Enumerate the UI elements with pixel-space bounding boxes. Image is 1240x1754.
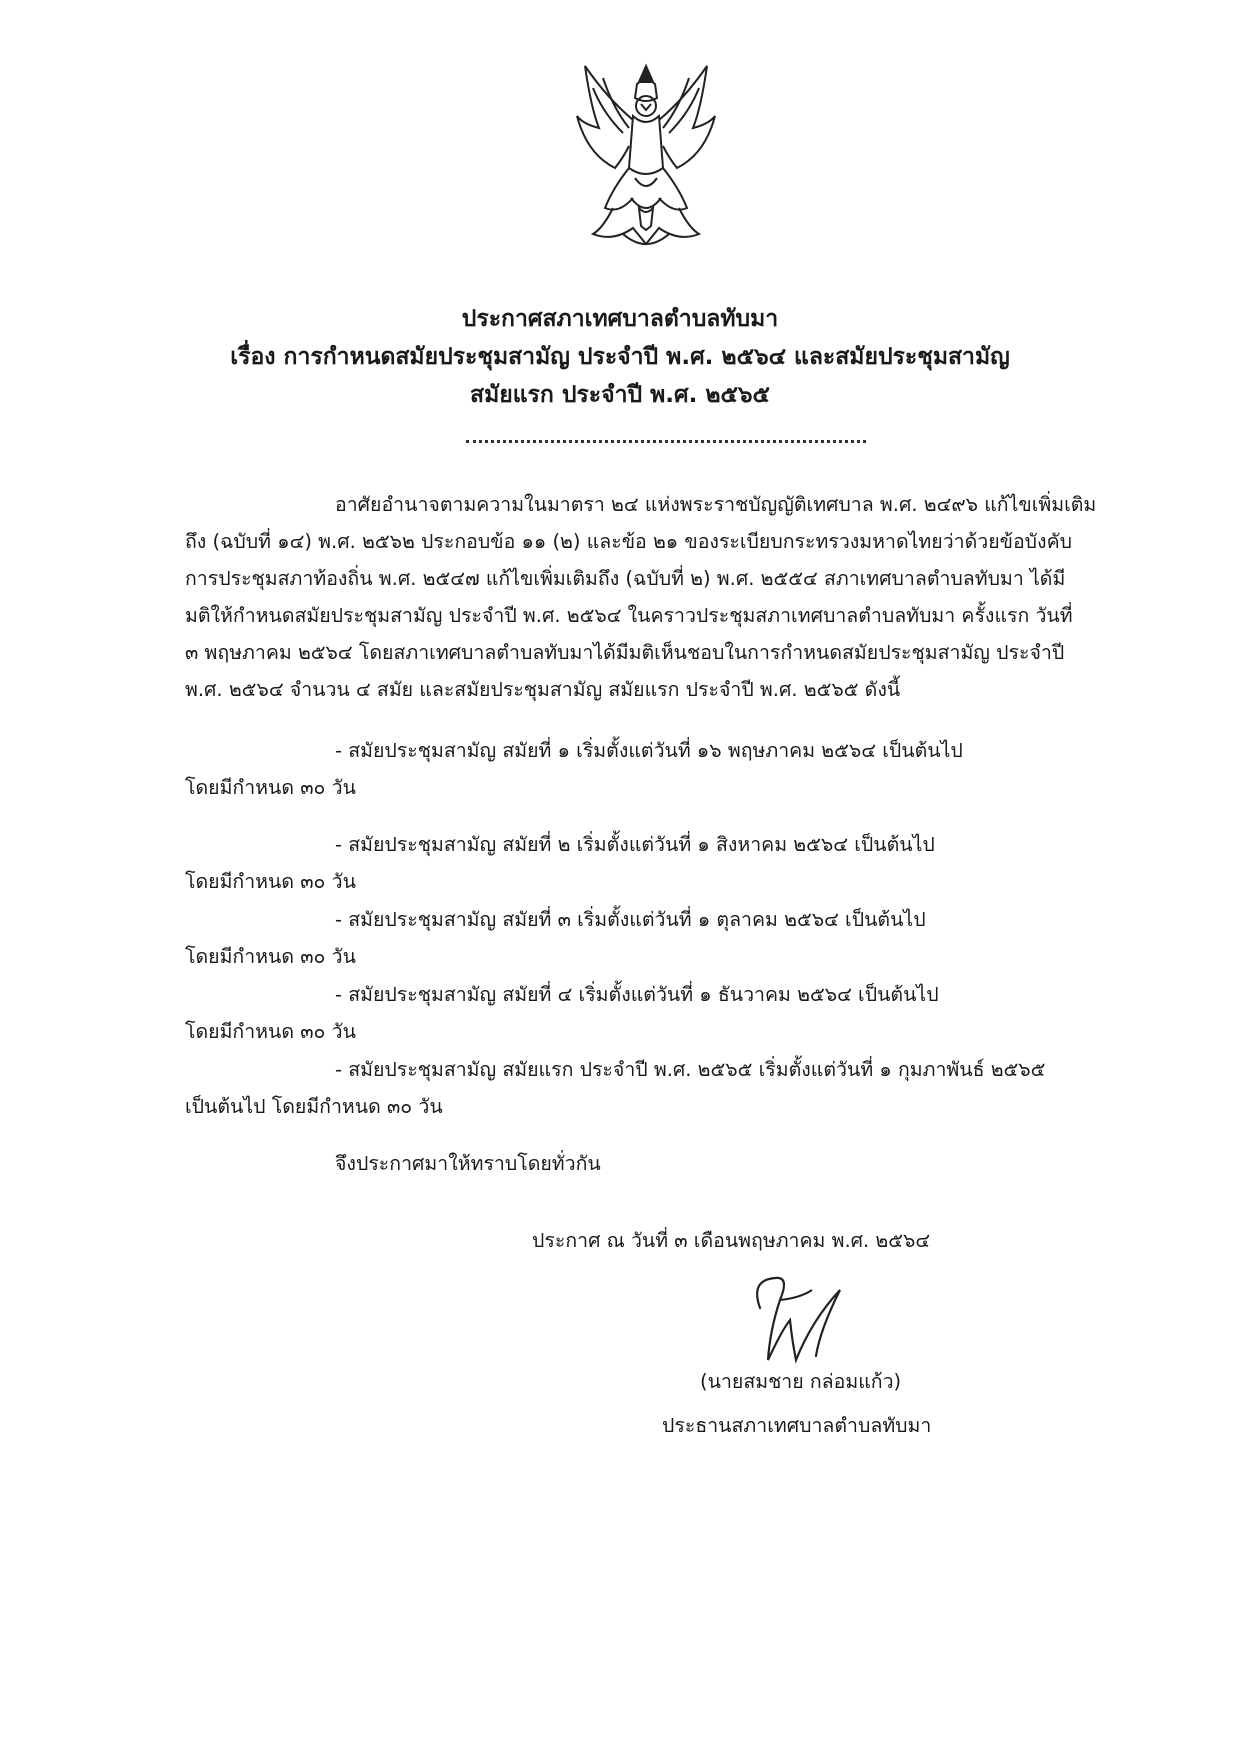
- subject-line-2: สมัยแรก ประจำปี พ.ศ. ๒๕๖๕: [470, 382, 770, 408]
- session-duration: โดยมีกำหนด ๓๐ วัน: [185, 945, 356, 968]
- session-item: [185, 901, 1150, 975]
- subject-line-1: เรื่อง การกำหนดสมัยประชุมสามัญ ประจำปี พ.ศ. ๒๕๖๔ และสมัยประชุมสามัญ: [230, 344, 1010, 370]
- session-item: [185, 976, 1150, 1050]
- session-line: - สมัยประชุมสามัญ สมัยที่ ๓ เริ่มตั้งแต่วันที่ ๑ ตุลาคม ๒๕๖๔ เป็นต้นไป: [335, 908, 926, 931]
- signatory-position: ประธานสภาเทศบาลตำบลทับมา: [662, 1414, 932, 1437]
- announcement-heading: [150, 300, 1090, 414]
- body-paragraph: [185, 486, 1150, 708]
- session-line: - สมัยประชุมสามัญ สมัยที่ ๑ เริ่มตั้งแต่วันที่ ๑๖ พฤษภาคม ๒๕๖๔ เป็นต้นไป: [335, 739, 963, 762]
- closing-statement: จึงประกาศมาให้ทราบโดยทั่วกัน: [335, 1152, 601, 1175]
- announcement-date: ประกาศ ณ วันที่ ๓ เดือนพฤษภาคม พ.ศ. ๒๕๖๔: [532, 1229, 931, 1252]
- session-line: - สมัยประชุมสามัญ สมัยที่ ๒ เริ่มตั้งแต่วันที่ ๑ สิงหาคม ๒๕๖๔ เป็นต้นไป: [335, 833, 935, 856]
- session-item: [185, 732, 1150, 806]
- session-duration: เป็นต้นไป โดยมีกำหนด ๓๐ วัน: [185, 1095, 443, 1118]
- body-line: การประชุมสภาท้องถิ่น พ.ศ. ๒๕๔๗ แก้ไขเพิ่มเติมถึง (ฉบับที่ ๒) พ.ศ. ๒๕๕๔ สภาเทศบาลตำบลทับมา ได้มี: [185, 567, 1066, 590]
- body-line: อาศัยอำนาจตามความในมาตรา ๒๔ แห่งพระราชบัญญัติเทศบาล พ.ศ. ๒๔๙๖ แก้ไขเพิ่มเติม: [335, 493, 1097, 516]
- session-duration: โดยมีกำหนด ๓๐ วัน: [185, 776, 356, 799]
- body-line: ถึง (ฉบับที่ ๑๔) พ.ศ. ๒๕๖๒ ประกอบข้อ ๑๑ (๒) และข้อ ๒๑ ของระเบียบกระทรวงมหาดไทยว่าด้วยข้อบังคับ: [185, 530, 1073, 553]
- body-line: พ.ศ. ๒๕๖๔ จำนวน ๔ สมัย และสมัยประชุมสามัญ สมัยแรก ประจำปี พ.ศ. ๒๕๖๕ ดังนี้: [185, 678, 901, 701]
- session-line: - สมัยประชุมสามัญ สมัยที่ ๔ เริ่มตั้งแต่วันที่ ๑ ธันวาคม ๒๕๖๔ เป็นต้นไป: [335, 983, 939, 1006]
- session-duration: โดยมีกำหนด ๓๐ วัน: [185, 870, 356, 893]
- session-line: - สมัยประชุมสามัญ สมัยแรก ประจำปี พ.ศ. ๒๕๖๕ เริ่มตั้งแต่วันที่ ๑ กุมภาพันธ์ ๒๕๖๕: [335, 1058, 1046, 1081]
- session-item: [185, 1051, 1150, 1125]
- dotted-divider: [466, 440, 866, 443]
- signatory-name: (นายสมชาย กล่อมแก้ว): [700, 1370, 902, 1393]
- session-item: [185, 826, 1150, 900]
- body-line: มติให้กำหนดสมัยประชุมสามัญ ประจำปี พ.ศ. ๒๕๖๔ ในคราวประชุมสภาเทศบาลตำบลทับมา ครั้งแรก วันที่: [185, 604, 1073, 627]
- body-line: ๓ พฤษภาคม ๒๕๖๔ โดยสภาเทศบาลตำบลทับมาได้มีมติเห็นชอบในการกำหนดสมัยประชุมสามัญ ประจำปี: [185, 641, 1065, 664]
- signature-icon: [720, 1260, 900, 1380]
- announcement-title: ประกาศสภาเทศบาลตำบลทับมา: [461, 306, 779, 332]
- garuda-emblem-icon: [573, 58, 719, 258]
- session-duration: โดยมีกำหนด ๓๐ วัน: [185, 1020, 356, 1043]
